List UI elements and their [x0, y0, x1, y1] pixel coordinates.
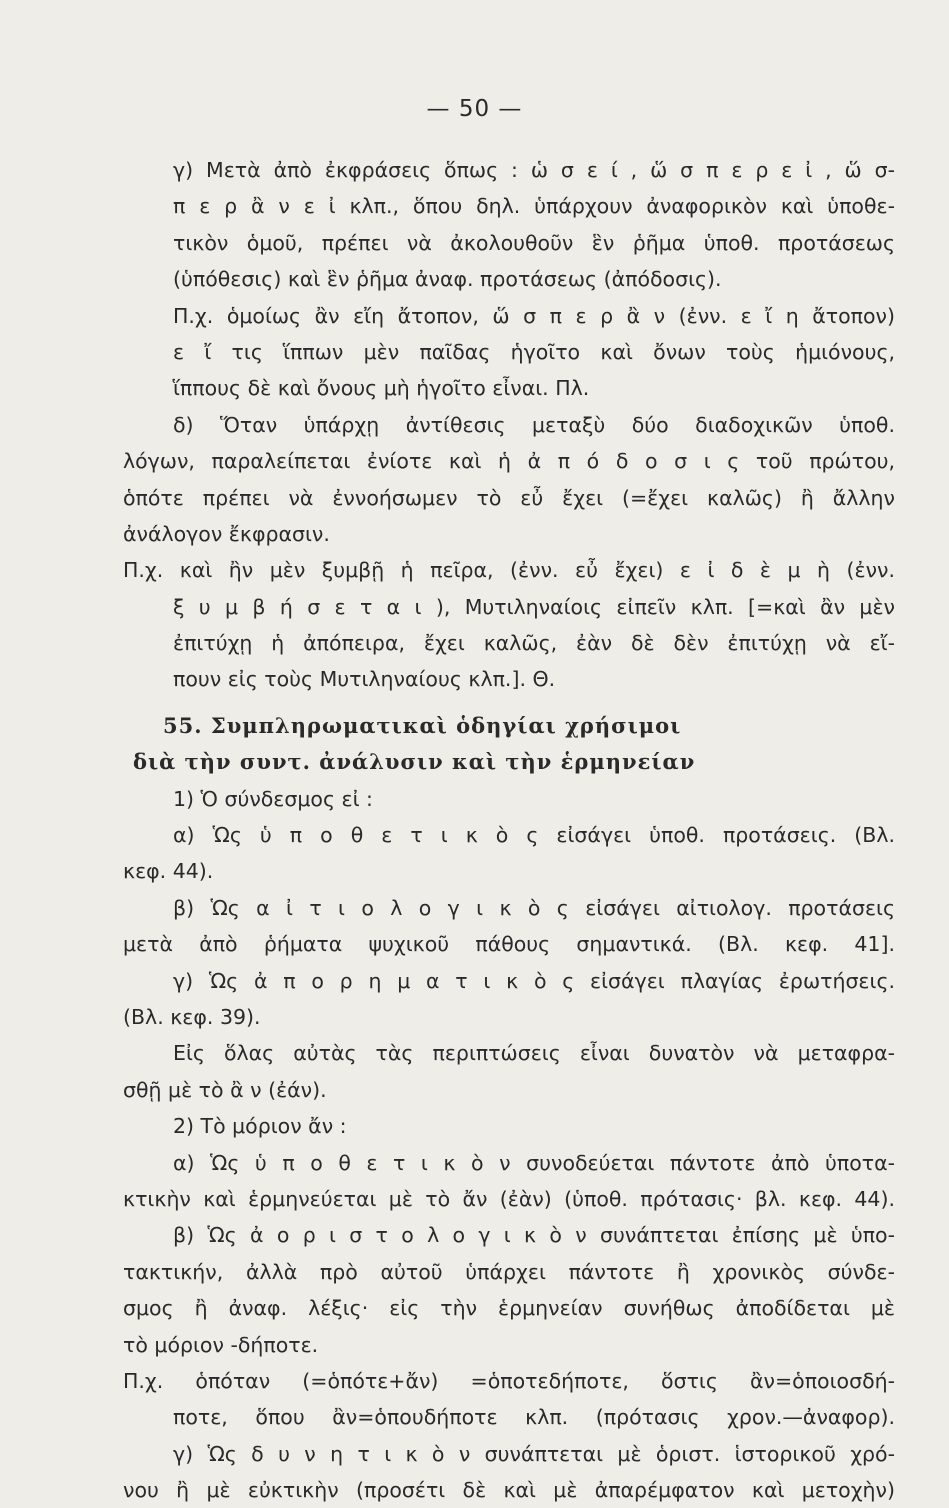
page-number: — 50 — — [426, 96, 523, 122]
text-line: Π.χ. καὶ ἢν μὲν ξυμβῇ ἡ πεῖρα, (ἐνν. εὖ ἔχει) ε ἰ δ ὲ μ ὴ (ἐνν. — [123, 558, 895, 583]
text-line: λόγων, παραλείπεται ἐνίοτε καὶ ἡ ἀ π ό δ ο σ ι ς τοῦ πρώτου, — [123, 449, 895, 474]
text-line: β) Ὡς ἀ ο ρ ι σ τ ο λ ο γ ι κ ὸ ν συνάπτεται ἐπίσης μὲ ὑπο- — [173, 1223, 895, 1248]
section-heading-line: 55. Συμπληρωματικαὶ ὁδηγίαι χρήσιμοι — [163, 712, 682, 738]
text-line: σθῇ μὲ τὸ ἂ ν (ἐάν). — [123, 1077, 327, 1102]
text-line: 2) Τὸ μόριον ἄν : — [173, 1114, 347, 1139]
text-line: ἵππους δὲ καὶ ὄνους μὴ ἡγοῖτο εἶναι. Πλ. — [173, 376, 590, 401]
text-line: νου ἢ μὲ εὐκτικὴν (προσέτι δὲ καὶ μὲ ἀπαρέμφατον καὶ μετοχὴν) — [123, 1478, 895, 1503]
text-line: (ὑπόθεσις) καὶ ἓν ῥῆμα ἀναφ. προτάσεως (ἀπόδοσις). — [173, 267, 722, 292]
text-line: π ε ρ ἂ ν ε ἰ κλπ., ὅπου δηλ. ὑπάρχουν ἀναφορικὸν καὶ ὑποθε- — [173, 194, 895, 219]
page-body-text — [123, 152, 895, 1508]
text-line: δ) Ὅταν ὑπάρχῃ ἀντίθεσις μεταξὺ δύο διαδοχικῶν ὑποθ. — [173, 412, 895, 437]
section-gap — [123, 698, 895, 708]
text-line: πουν εἰς τοὺς Μυτιληναίους κλπ.]. Θ. — [173, 667, 556, 692]
text-line: ὁπότε πρέπει νὰ ἐννοήσωμεν τὸ εὖ ἔχει (=ἔχει καλῶς) ἢ ἄλλην — [123, 485, 895, 510]
text-line: ε ἴ τις ἵππων μὲν παῖδας ἡγοῖτο καὶ ὄνων τοὺς ἡμιόνους, — [173, 339, 895, 364]
text-line: τικὸν ὁμοῦ, πρέπει νὰ ἀκολουθοῦν ἓν ῥῆμα ὑποθ. προτάσεως — [173, 230, 895, 255]
text-line: γ) Μετὰ ἀπὸ ἐκφράσεις ὅπως : ὡ σ ε ί , ὥ σ π ε ρ ε ἰ , ὥ σ- — [173, 158, 895, 182]
text-line: ξ υ μ β ή σ ε τ α ι ), Μυτιληναίοις εἰπεῖν κλπ. [=καὶ ἂν μὲν — [173, 594, 895, 619]
text-line: β) Ὡς α ἰ τ ι ο λ ο γ ι κ ὸ ς εἰσάγει αἰτιολογ. προτάσεις — [173, 895, 895, 920]
text-line: τακτικήν, ἀλλὰ πρὸ αὐτοῦ ὑπάρχει πάντοτε ἢ χρονικὸς σύνδε- — [123, 1259, 895, 1284]
text-line: μετὰ ἀπὸ ῥήματα ψυχικοῦ πάθους σημαντικά. (Βλ. κεφ. 41]. — [123, 932, 895, 957]
text-line: γ) Ὡς δ υ ν η τ ι κ ὸ ν συνάπτεται μὲ ὁριστ. ἱστορικοῦ χρό- — [173, 1441, 895, 1466]
text-line: Εἰς ὅλας αὐτὰς τὰς περιπτώσεις εἶναι δυνατὸν νὰ μεταφρα- — [173, 1041, 895, 1066]
section-heading-line: διὰ τὴν συντ. ἀνάλυσιν καὶ τὴν ἑρμηνείαν — [133, 749, 696, 775]
text-line: κτικὴν καὶ ἑρμηνεύεται μὲ τὸ ἄν (ἐὰν) (ὑποθ. πρότασις· βλ. κεφ. 44). — [123, 1186, 895, 1211]
text-line: ἐπιτύχῃ ἡ ἀπόπειρα, ἔχει καλῶς, ἐὰν δὲ δὲν ἐπιτύχῃ νὰ εἴ- — [173, 631, 895, 656]
text-line: (Βλ. κεφ. 39). — [123, 1004, 261, 1029]
text-line: Π.χ. ὁπόταν (=ὁπότε+ἄν) =ὁποτεδήποτε, ὅστις ἂν=ὁποιοσδή- — [123, 1368, 895, 1393]
text-line: σμος ἢ ἀναφ. λέξις· εἰς τὴν ἑρμηνείαν συνήθως ἀποδίδεται μὲ — [123, 1296, 895, 1321]
text-line: α) Ὡς ὑ π ο θ ε τ ι κ ὸ ς εἰσάγει ὑποθ. προτάσεις. (Βλ. — [173, 823, 895, 848]
text-line: ἀνάλογον ἔκφρασιν. — [123, 521, 330, 546]
text-line: τὸ μόριον -δήποτε. — [123, 1332, 319, 1357]
text-line: 1) Ὁ σύνδεσμος εἰ : — [173, 786, 373, 811]
text-line: ποτε, ὅπου ἂν=ὁπουδήποτε κλπ. (πρότασις χρον.—ἀναφορ). — [173, 1405, 895, 1430]
text-line: Π.χ. ὁμοίως ἂν εἴη ἄτοπον, ὥ σ π ε ρ ἂ ν (ἐνν. ε ἴ η ἄτοπον) — [173, 303, 895, 328]
text-line: γ) Ὡς ἀ π ο ρ η μ α τ ι κ ὸ ς εἰσάγει πλαγίας ἐρωτήσεις. — [173, 968, 895, 993]
text-line: κεφ. 44). — [123, 859, 214, 884]
text-line: α) Ὡς ὑ π ο θ ε τ ι κ ὸ ν συνοδεύεται πάντοτε ἀπὸ ὑποτα- — [173, 1150, 895, 1175]
